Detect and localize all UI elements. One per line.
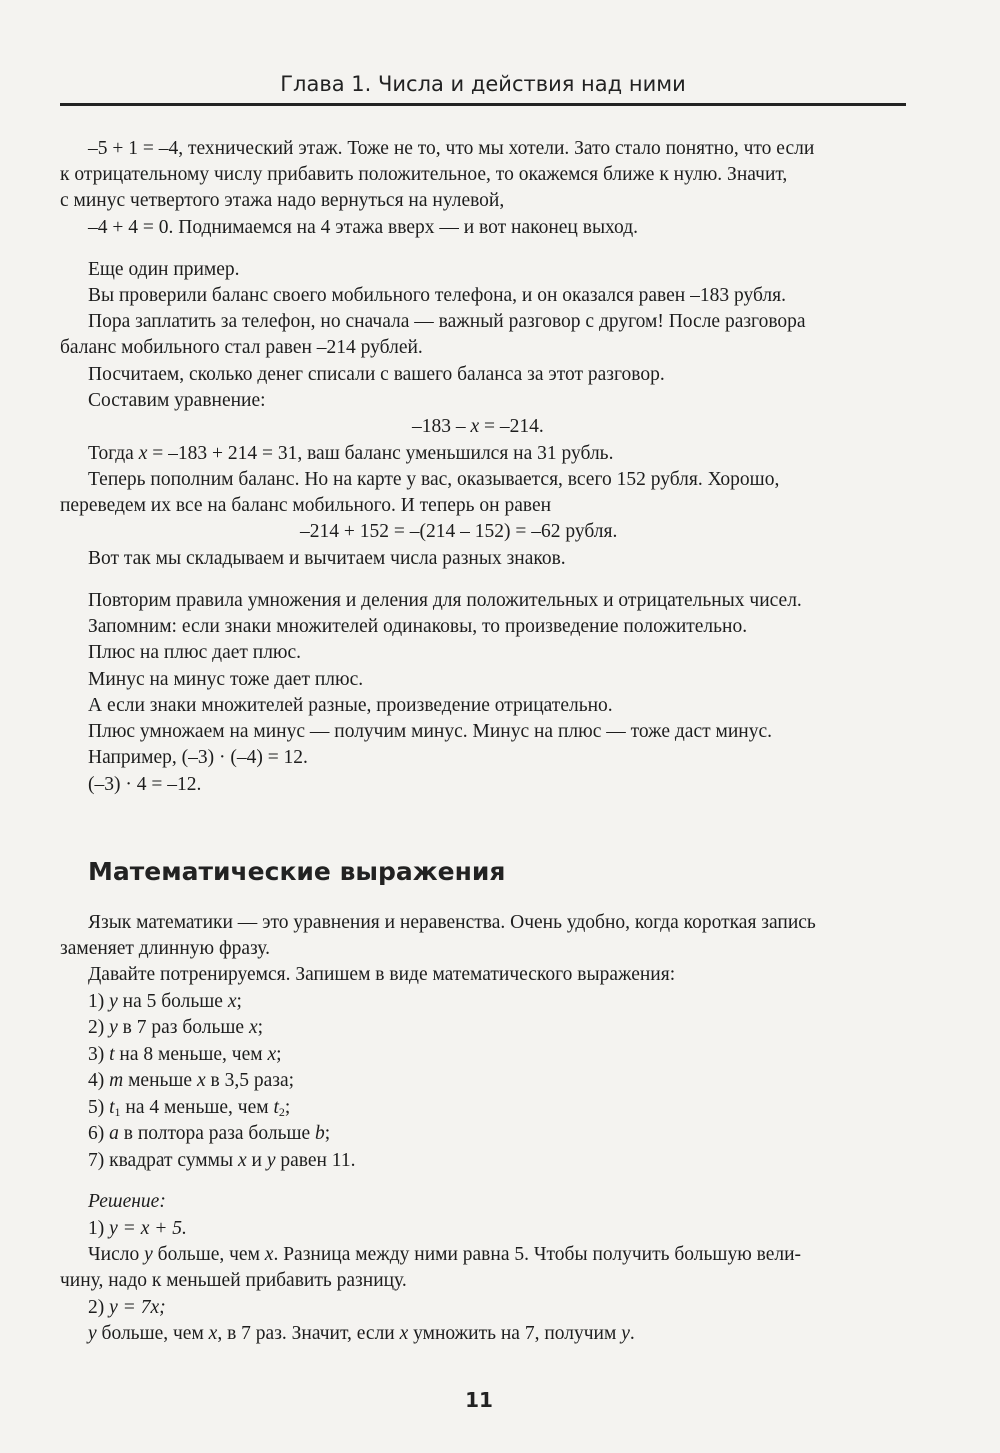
list-item [88,1015,263,1041]
list-item [88,1042,282,1068]
item-text: в полтора раза больше [118,1123,316,1144]
text-line: Составим уравнение: [88,390,266,411]
equation [412,414,544,440]
variable: a [109,1123,119,1144]
item-text: ; [284,1097,291,1118]
item-text: в 3,5 раза; [205,1070,295,1091]
equation: –214 + 152 = –(214 – 152) = –62 рубля. [300,521,618,542]
variable: y [109,991,118,1012]
text-line: Например, (–3) · (–4) = 12. [88,747,308,768]
text-line: (–3) · 4 = –12. [88,774,202,795]
item-text: на 4 меньше, чем [120,1097,274,1118]
variable-x: x [470,416,480,437]
item-text: 6) [88,1123,110,1144]
text-line: Пора заплатить за телефон, но сначала — важный разговор с другом! После разговора [88,311,806,332]
item-text: 4) [88,1070,110,1091]
variable: y [621,1323,630,1344]
formula: y = x + 5. [109,1218,187,1239]
variable: t [109,1097,115,1118]
list-item [88,1148,355,1174]
text-line: Давайте потренируемся. Запишем в виде математического выражения: [88,964,676,985]
list-item [88,1095,290,1121]
variable: x [208,1323,218,1344]
chapter-header: Глава 1. Числа и действия над ними [280,72,686,96]
variable: m [109,1070,124,1091]
text-part: , в 7 раз. Значит, если [217,1323,400,1344]
section-heading: Математические выражения [88,857,506,886]
text-line: Вы проверили баланс своего мобильного телефона, и он оказался равен –183 рубля. [88,285,786,306]
text-line: Плюс умножаем на минус — получим минус. Минус на плюс — тоже даст минус. [88,721,772,742]
item-text: 1) [88,991,110,1012]
text-part: Число [88,1244,145,1265]
text-part: больше, чем [152,1244,265,1265]
solution-label: Решение: [88,1191,166,1212]
subscript: 1 [114,1105,121,1119]
item-text: ; [324,1123,331,1144]
text-line: к отрицательному числу прибавить положительное, то окажемся ближе к нулю. Значит, [60,164,788,185]
item-text: на 5 больше [117,991,228,1012]
text-part: Тогда [88,443,139,464]
text-line: с минус четвертого этажа надо вернуться на нулевой, [60,190,505,211]
subscript: 2 [278,1105,285,1119]
variable: y [109,1017,118,1038]
solution-line [88,1295,166,1321]
variable: x [227,991,237,1012]
text-line: баланс мобильного стал равен –214 рублей. [60,337,423,358]
text-line: Теперь пополним баланс. Но на карте у вас, оказывается, всего 152 рубля. Хорошо, [88,469,780,490]
variable: x [237,1150,247,1171]
text-line: –4 + 4 = 0. Поднимаемся на 4 этажа вверх — и вот наконец выход. [88,217,639,238]
text-part: . Разница между ними равна 5. Чтобы получить большую вели- [273,1244,802,1265]
text-line: –5 + 1 = –4, технический этаж. Тоже не то, что мы хотели. Зато стало понятно, что если [88,138,815,159]
variable: y [144,1244,153,1265]
variable: y [266,1150,276,1171]
item-text: равен 11. [275,1150,356,1171]
item-text: на 8 меньше, чем [114,1044,268,1065]
variable: x [267,1044,277,1065]
text-line: заменяет длинную фразу. [60,938,270,959]
variable: t [109,1044,115,1065]
text-line: Вот так мы складываем и вычитаем числа разных знаков. [88,548,566,569]
formula: y = 7x; [109,1297,166,1318]
list-item [88,1068,294,1094]
text-line: Еще один пример. [88,259,240,280]
text-line: Посчитаем, сколько денег списали с вашего баланса за этот разговор. [88,364,665,385]
item-text: 7) квадрат суммы [88,1150,238,1171]
text-line: чину, надо к меньшей прибавить разницу. [60,1270,407,1291]
item-text: 2) [88,1297,110,1318]
solution-line [88,1216,187,1242]
variable-x: x [138,443,148,464]
text-line: Повторим правила умножения и деления для положительных и отрицательных чисел. [88,590,802,611]
text-line [88,441,613,467]
text-line: Минус на минус тоже дает плюс. [88,669,364,690]
text-line: Запомним: если знаки множителей одинаковы, то произведение положительно. [88,616,748,637]
text-line: Язык математики — это уравнения и неравенства. Очень удобно, когда короткая запись [88,912,816,933]
variable: y [88,1323,97,1344]
variable: b [315,1123,325,1144]
variable: x [264,1244,274,1265]
variable: x [248,1017,258,1038]
equation-part: –183 – [412,416,471,437]
text-part: = –183 + 214 = 31, ваш баланс уменьшился на 31 рубль. [147,443,614,464]
equation-part: = –214. [479,416,544,437]
header-rule [60,103,906,106]
text-line: Плюс на плюс дает плюс. [88,642,302,663]
item-text: 1) [88,1218,110,1239]
item-text: ; [276,1044,282,1065]
text-line: переведем их все на баланс мобильного. И теперь он равен [60,495,552,516]
item-text: 2) [88,1017,110,1038]
text-part: больше, чем [96,1323,209,1344]
item-text: 5) [88,1097,110,1118]
item-text: меньше [123,1070,197,1091]
text-line [88,1242,801,1268]
variable: x [196,1070,206,1091]
item-text: и [246,1150,267,1171]
item-text: ; [257,1017,264,1038]
item-text: в 7 раз больше [117,1017,249,1038]
text-part: . [629,1323,635,1344]
variable: x [399,1323,409,1344]
text-part: умножить на 7, получим [408,1323,622,1344]
item-text: ; [236,991,242,1012]
text-line: А если знаки множителей разные, произведение отрицательно. [88,695,613,716]
list-item [88,989,242,1015]
list-item [88,1121,330,1147]
text-line [88,1321,635,1347]
variable: t [273,1097,279,1118]
item-text: 3) [88,1044,110,1065]
page-number: 11 [465,1388,493,1412]
